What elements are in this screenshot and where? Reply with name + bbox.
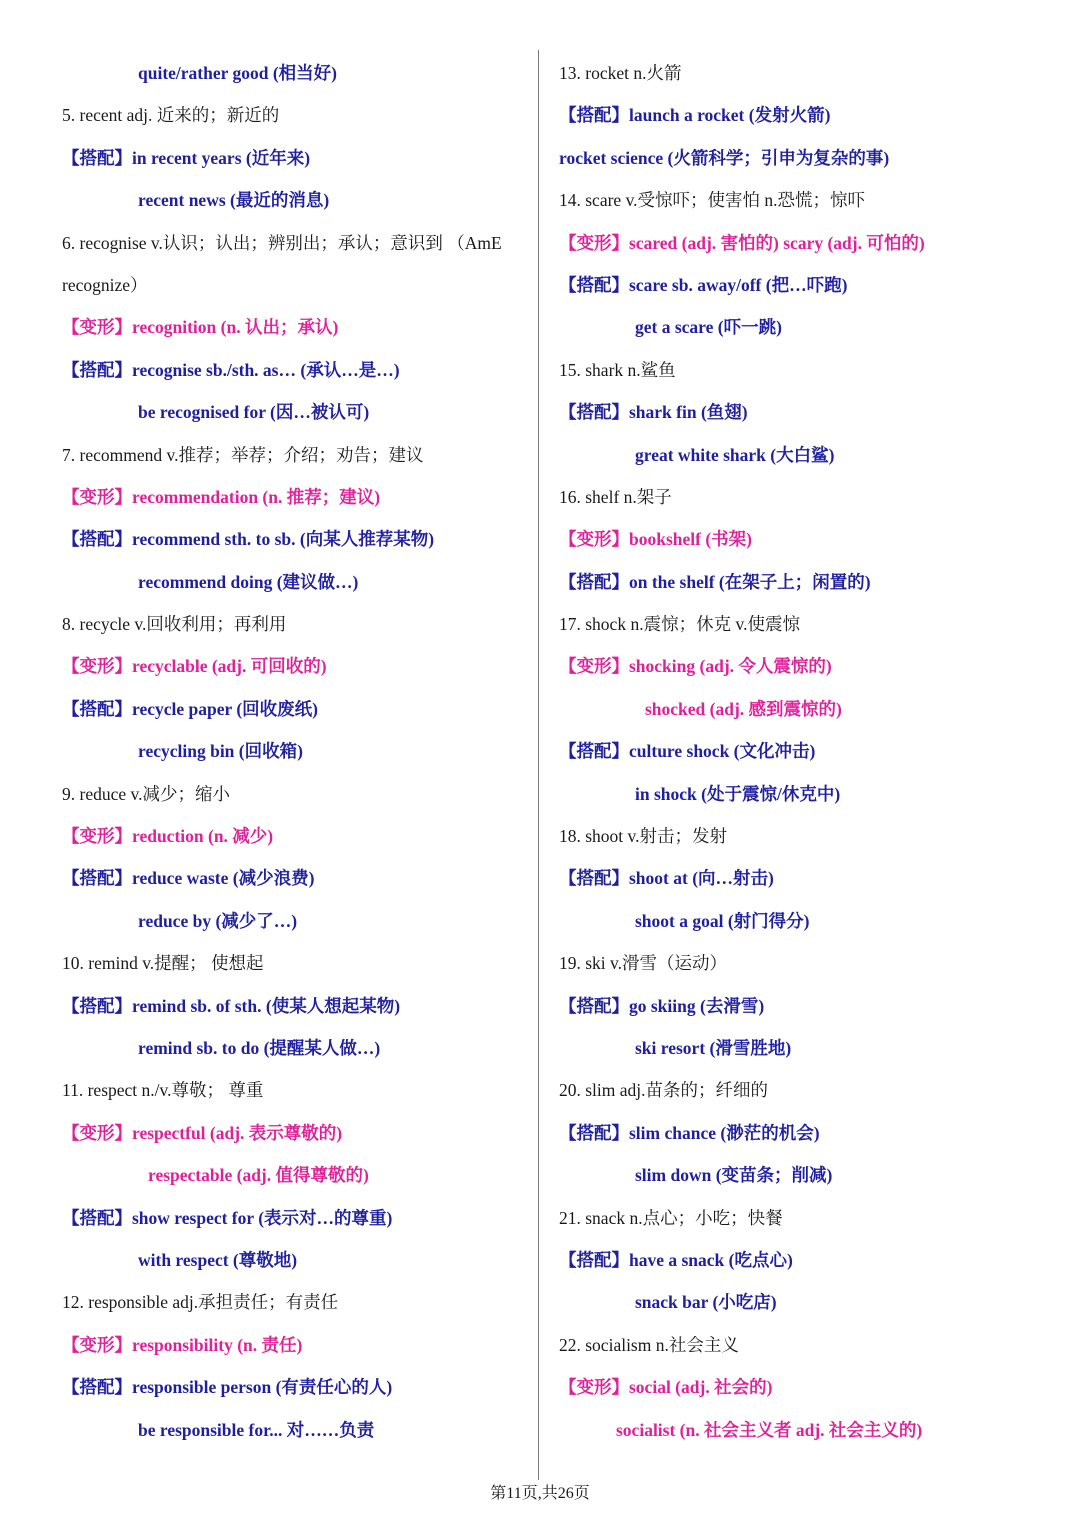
right-entry-line: socialist (n. 社会主义者 adj. 社会主义的)	[616, 1419, 923, 1440]
right-entry-line: 【变形】social (adj. 社会的)	[559, 1377, 773, 1398]
left-entry-line: 【搭配】in recent years (近年来)	[62, 147, 311, 168]
left-entry-line: 【搭配】remind sb. of sth. (使某人想起某物)	[62, 995, 401, 1016]
right-entry-line: 13. rocket n.火箭	[559, 63, 682, 83]
left-entry-line: recent news (最近的消息)	[138, 190, 330, 211]
left-entry-line: 11. respect n./v.尊敬； 尊重	[62, 1080, 264, 1101]
left-entry-line: 【变形】responsibility (n. 责任)	[62, 1334, 303, 1355]
right-entry-line: snack bar (小吃店)	[635, 1292, 777, 1313]
right-entry-line: 【变形】bookshelf (书架)	[559, 529, 752, 550]
right-entry-line: shocked (adj. 感到震惊的)	[645, 698, 842, 719]
left-entry-line: be recognised for (因…被认可)	[138, 402, 370, 423]
left-entry-line: with respect (尊敬地)	[138, 1249, 298, 1270]
left-entry-line: recognize）	[62, 274, 148, 295]
left-entry-line: 10. remind v.提醒； 使想起	[62, 953, 264, 974]
column-divider	[538, 50, 539, 1480]
left-entry-line: 【搭配】show respect for (表示对…的尊重)	[62, 1207, 393, 1228]
left-entry-line: 【搭配】recognise sb./sth. as… (承认…是…)	[62, 359, 400, 380]
left-entry-line: 【搭配】reduce waste (减少浪费)	[62, 868, 315, 889]
right-entry-line: rocket science (火箭科学；引申为复杂的事)	[559, 147, 890, 168]
right-entry-line: 【搭配】shark fin (鱼翅)	[559, 402, 748, 423]
left-entry-line: 7. recommend v.推荐；举荐；介绍；劝告；建议	[62, 444, 424, 465]
left-entry-line: remind sb. to do (提醒某人做…)	[138, 1037, 381, 1058]
right-entry-line: 22. socialism n.社会主义	[559, 1334, 739, 1355]
left-entry-line: 8. recycle v.回收利用；再利用	[62, 614, 287, 635]
right-entry-line: 【变形】scared (adj. 害怕的) scary (adj. 可怕的)	[559, 232, 925, 253]
right-entry-line: 【搭配】scare sb. away/off (把…吓跑)	[559, 274, 848, 295]
right-entry-line: 18. shoot v.射击；发射	[559, 826, 728, 847]
right-entry-line: in shock (处于震惊/休克中)	[635, 783, 841, 804]
left-entry-line: quite/rather good (相当好)	[138, 63, 337, 83]
left-entry-line: recommend doing (建议做…)	[138, 571, 359, 592]
left-entry-line: 6. recognise v.认识；认出；辨别出；承认；意识到 （AmE	[62, 232, 502, 253]
right-entry-line: 【搭配】launch a rocket (发射火箭)	[559, 105, 831, 126]
right-entry-line: 15. shark n.鲨鱼	[559, 359, 676, 380]
left-entry-line: 5. recent adj. 近来的；新近的	[62, 105, 280, 126]
left-entry-line: reduce by (减少了…)	[138, 910, 298, 931]
right-entry-line: 20. slim adj.苗条的；纤细的	[559, 1080, 769, 1101]
right-entry-line: ski resort (滑雪胜地)	[635, 1037, 792, 1058]
right-entry-line: 【搭配】culture shock (文化冲击)	[559, 741, 816, 762]
right-entry-line: get a scare (吓一跳)	[635, 317, 782, 338]
right-entry-line: 21. snack n.点心；小吃；快餐	[559, 1207, 783, 1228]
right-entry-line: 16. shelf n.架子	[559, 486, 672, 507]
left-entry-line: 【变形】recyclable (adj. 可回收的)	[62, 656, 327, 677]
right-entry-line: 17. shock n.震惊；休克 v.使震惊	[559, 614, 800, 635]
right-entry-line: 【变形】shocking (adj. 令人震惊的)	[559, 656, 832, 677]
left-entry-line: 【变形】recommendation (n. 推荐；建议)	[62, 486, 381, 507]
right-entry-line: shoot a goal (射门得分)	[635, 910, 810, 931]
right-entry-line: 14. scare v.受惊吓；使害怕 n.恐慌；惊吓	[559, 190, 866, 211]
left-entry-line: 【变形】reduction (n. 减少)	[62, 826, 274, 847]
right-entry-line: 【搭配】shoot at (向…射击)	[559, 868, 774, 889]
right-entry-line: 【搭配】have a snack (吃点心)	[559, 1249, 793, 1270]
left-entry-line: be responsible for... 对……负责	[138, 1419, 375, 1440]
right-entry-line: 【搭配】on the shelf (在架子上；闲置的)	[559, 571, 871, 592]
left-entry-line: 【搭配】recommend sth. to sb. (向某人推荐某物)	[62, 529, 435, 550]
right-entry-line: 【搭配】go skiing (去滑雪)	[559, 995, 765, 1016]
left-entry-line: 9. reduce v.减少；缩小	[62, 783, 230, 804]
left-entry-line: 【搭配】recycle paper (回收废纸)	[62, 698, 318, 719]
left-column	[62, 52, 527, 1451]
left-entry-line: 【变形】recognition (n. 认出；承认)	[62, 317, 339, 338]
right-entry-line: 19. ski v.滑雪（运动）	[559, 953, 728, 974]
right-entry-line: slim down (变苗条；削减)	[635, 1165, 833, 1186]
left-entry-line: 【搭配】responsible person (有责任心的人)	[62, 1377, 393, 1398]
page-footer: 第11页,共26页	[490, 1485, 590, 1502]
left-entry-line: respectable (adj. 值得尊敬的)	[148, 1165, 369, 1186]
left-entry-line: 【变形】respectful (adj. 表示尊敬的)	[62, 1122, 343, 1143]
right-column	[559, 52, 1059, 1451]
left-entry-line: 12. responsible adj.承担责任；有责任	[62, 1292, 339, 1313]
left-entry-line: recycling bin (回收箱)	[138, 741, 303, 762]
right-entry-line: 【搭配】slim chance (渺茫的机会)	[559, 1122, 820, 1143]
right-entry-line: great white shark (大白鲨)	[635, 444, 835, 465]
